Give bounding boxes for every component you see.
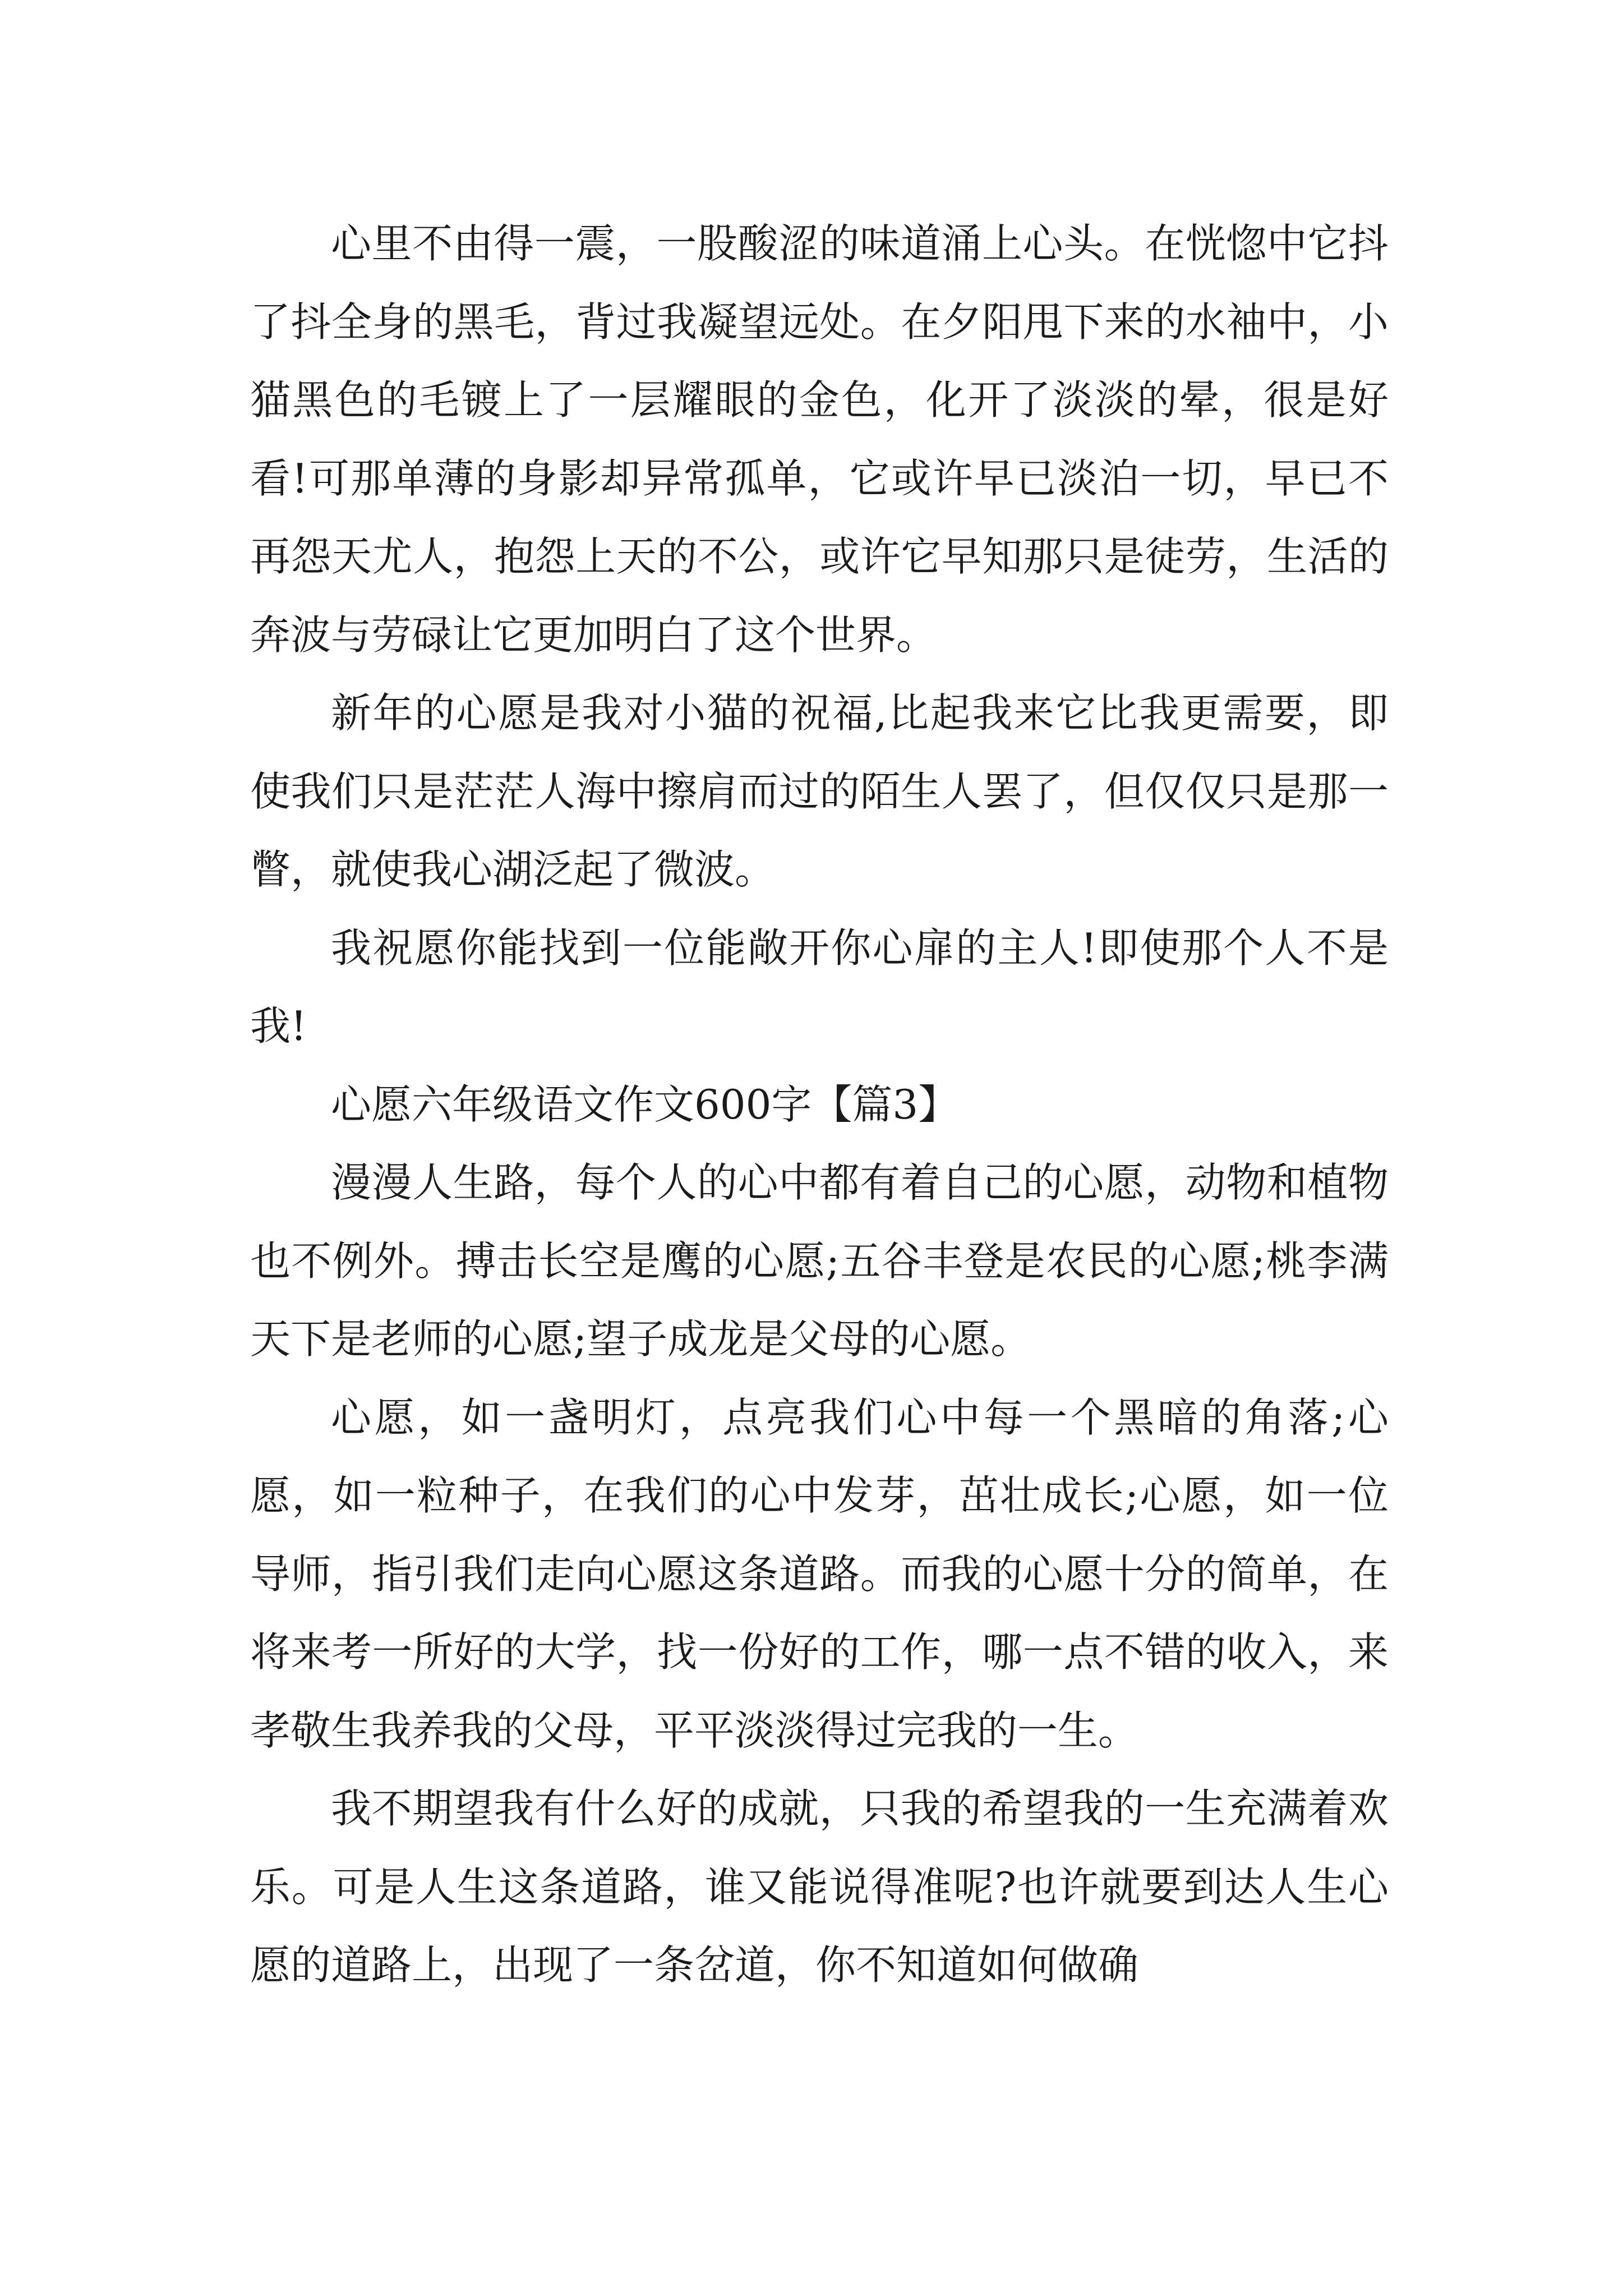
paragraph: 我不期望我有什么好的成就，只我的希望我的一生充满着欢乐。可是人生这条道路，谁又能说得准呢?也许就要到达人生心愿的道路上，出现了一条岔道，你不知道如何做确	[250, 1785, 1389, 1989]
paragraph: 漫漫人生路，每个人的心中都有着自己的心愿，动物和植物也不例外。搏击长空是鹰的心愿;五谷丰登是农民的心愿;桃李满天下是老师的心愿;望子成龙是父母的心愿。	[250, 1159, 1389, 1363]
paragraph: 心里不由得一震，一股酸涩的味道涌上心头。在恍惚中它抖了抖全身的黑毛，背过我凝望远处。在夕阳甩下来的水袖中，小猫黑色的毛镀上了一层耀眼的金色，化开了淡淡的晕，很是好看!可那单薄的身影却异常孤单，它或许早已淡泊一切，早已不再怨天尤人，抱怨上天的不公，或许它早知那只是徒劳，生活的奔波与劳碌让它更加明白了这个世界。	[250, 220, 1389, 659]
document-body	[250, 205, 1389, 2005]
paragraph: 新年的心愿是我对小猫的祝福,比起我来它比我更需要，即使我们只是茫茫人海中擦肩而过的陌生人罢了，但仅仅只是那一瞥，就使我心湖泛起了微波。	[250, 689, 1389, 893]
paragraph: 我祝愿你能找到一位能敞开你心扉的主人!即使那个人不是我!	[250, 924, 1389, 1050]
paragraph: 心愿，如一盏明灯，点亮我们心中每一个黑暗的角落;心愿，如一粒种子，在我们的心中发芽，茁壮成长;心愿，如一位导师，指引我们走向心愿这条道路。而我的心愿十分的简单，在将来考一所好的大学，找一份好的工作，哪一点不错的收入，来孝敬生我养我的父母，平平淡淡得过完我的一生。	[250, 1393, 1389, 1754]
section-heading: 心愿六年级语文作文600字【篇3】	[331, 1080, 959, 1128]
